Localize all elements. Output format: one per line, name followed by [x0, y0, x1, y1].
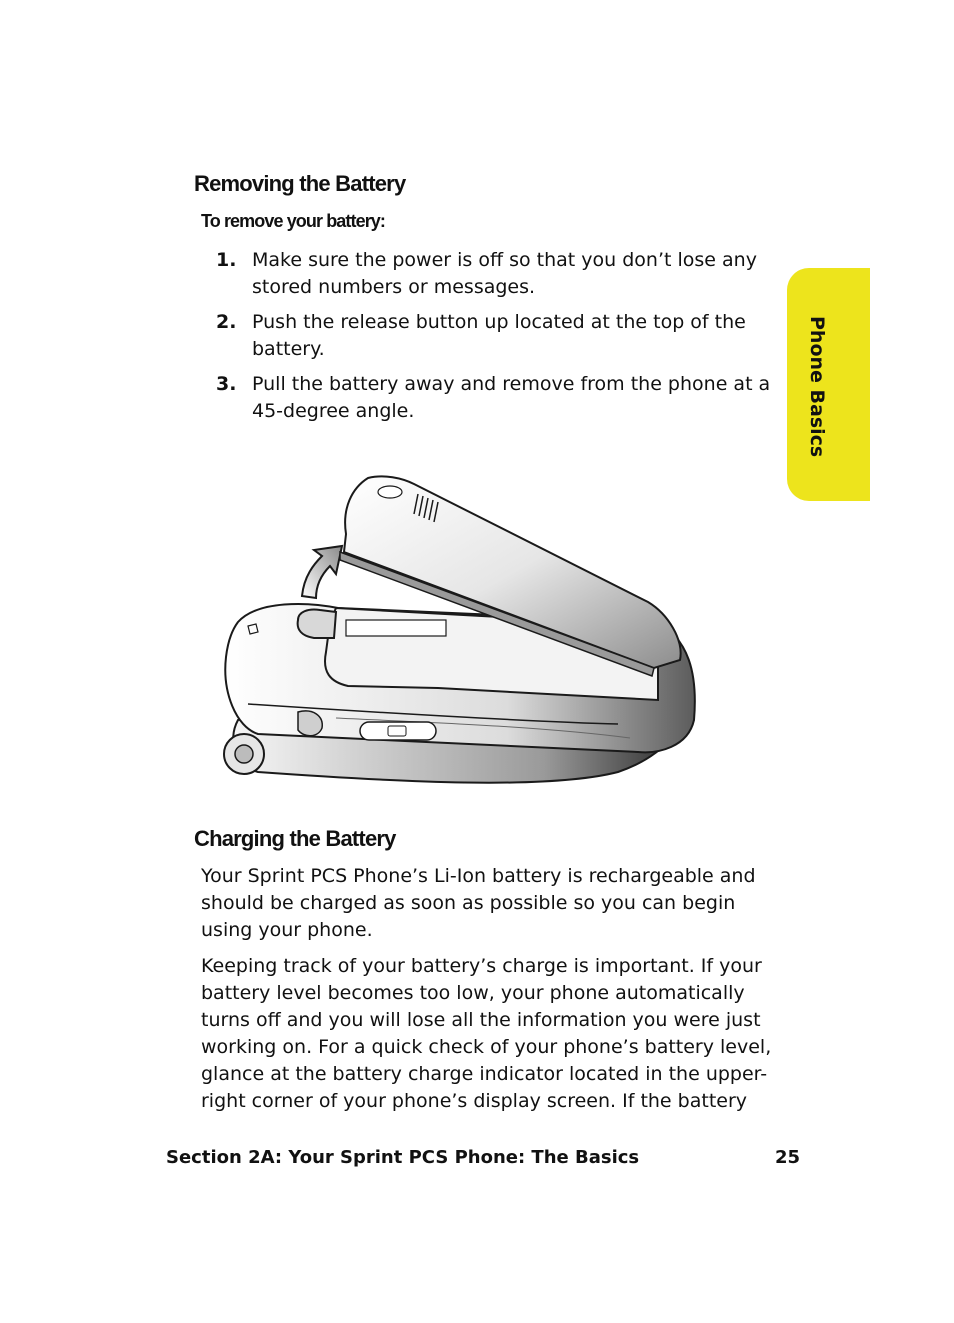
- section-side-tab: [787, 268, 870, 501]
- step-item: [216, 309, 776, 363]
- up-arrow-icon: [302, 546, 342, 598]
- step-text: Make sure the power is off so that you don’t lose any stored numbers or messages.: [252, 249, 757, 298]
- side-tab-label: Phone Basics: [806, 316, 828, 458]
- step-item: [216, 247, 776, 301]
- page-number: 25: [775, 1147, 801, 1168]
- step-item: [216, 371, 776, 425]
- side-button-icon: [360, 722, 436, 740]
- release-latch-icon: [298, 609, 336, 638]
- charging-paragraph: Keeping track of your battery’s charge is important. If your battery level becomes too low, your phone automatically turns off and you will lose all the information you were just working on. For a quick check of your phone’s battery level, glance at the battery charge indicator located in the upper-right corner of your phone’s display screen. If the battery: [201, 955, 772, 1112]
- remove-battery-steps: [216, 247, 776, 425]
- step-text: Pull the battery away and remove from the phone at a 45-degree angle.: [252, 373, 771, 422]
- step-number: 2.: [216, 311, 237, 333]
- step-text: Push the release button up located at the top of the battery.: [252, 311, 746, 360]
- remove-battery-subheading: To remove your battery:: [201, 211, 386, 231]
- footer-section-title: Section 2A: Your Sprint PCS Phone: The Basics: [166, 1147, 640, 1168]
- step-number: 3.: [216, 373, 237, 395]
- removing-battery-heading: Removing the Battery: [194, 171, 406, 196]
- charging-battery-heading: Charging the Battery: [194, 826, 396, 851]
- step-number: 1.: [216, 249, 237, 271]
- charging-paragraph: Your Sprint PCS Phone’s Li-Ion battery is rechargeable and should be charged as soon as possible so you can begin using your phone.: [201, 865, 756, 941]
- battery-removal-illustration: [218, 472, 698, 802]
